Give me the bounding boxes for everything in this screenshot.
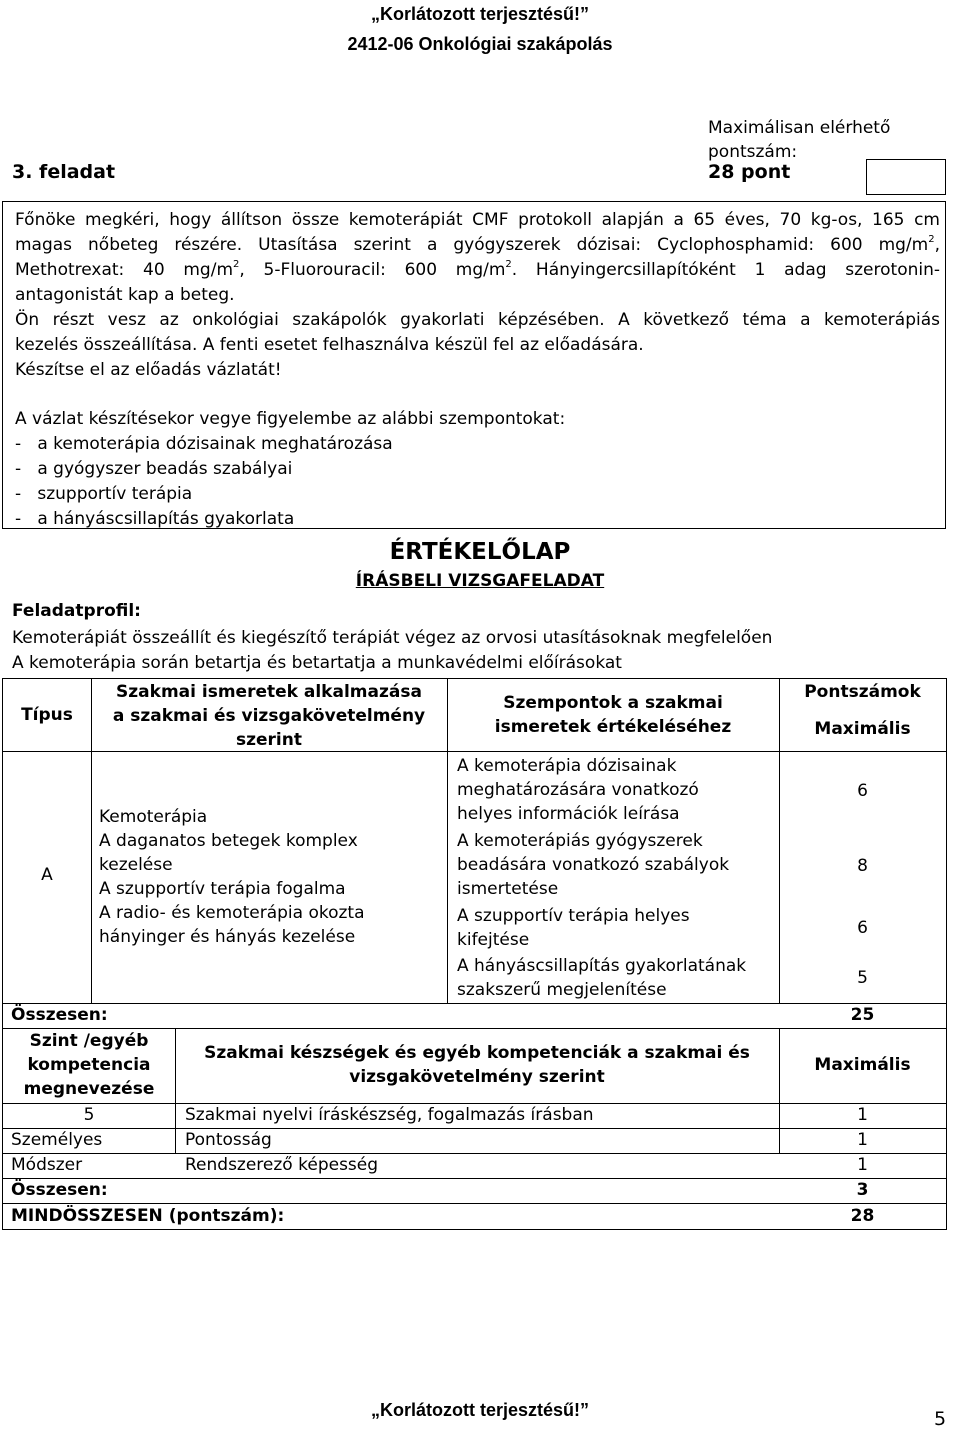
- criteria-cell: A szupportív terápia helyes kifejtése: [457, 906, 690, 950]
- criteria-cell: A hányáscsillapítás gyakorlatának szakszerű megjelenítése: [457, 956, 747, 1000]
- task-title: 3. feladat: [12, 161, 116, 183]
- criteria-item: - a kemoterápia dózisainak meghatározása: [15, 434, 393, 454]
- skill-desc: Rendszerező képesség: [185, 1155, 379, 1175]
- col-criteria-header: Szempontok a szakmai ismeretek értékeléséhez: [494, 693, 732, 737]
- col-points-header: Pontszámok: [804, 682, 921, 702]
- max-points-label: Maximálisan elérhető pontszám:: [708, 118, 891, 162]
- evaluation-table: [2, 678, 947, 1230]
- task-line-2: magas nőbeteg részére. Utasítása szerint a gyógyszerek dózisai: Cyclophosphamid: 600 $mg/m^2$,: [15, 234, 940, 255]
- skill-level: Személyes: [11, 1130, 103, 1150]
- criteria-points: 5: [857, 968, 868, 988]
- criteria-points: 6: [857, 781, 868, 801]
- task-line-6: kezelés összeállítása. A fenti esetet felhasználva készül fel az előadására.: [15, 335, 644, 355]
- skill-desc: Szakmai nyelvi íráskészség, fogalmazás írásban: [185, 1105, 594, 1125]
- skill-level: Módszer: [11, 1155, 83, 1175]
- task-description-box: [2, 201, 946, 529]
- col-type-header: Típus: [21, 705, 73, 725]
- col-skills-header: Szakmai készségek és egyéb kompetenciák a szakmai és vizsgakövetelmény szerint: [204, 1043, 750, 1087]
- knowledge-list: Kemoterápia A daganatos betegek komplex kezelése A szupportív terápia fogalma A radio- és kemoterápia okozta hányinger és hányás kezelése: [99, 807, 365, 947]
- skill-level: 5: [83, 1105, 95, 1125]
- criteria-points: 8: [857, 856, 868, 876]
- col-max-header: Maximális: [814, 719, 911, 739]
- skill-points: 1: [857, 1105, 868, 1125]
- header-restriction: „Korlátozott terjesztésű!”: [370, 4, 590, 24]
- col-knowledge-header: Szakmai ismeretek alkalmazása a szakmai és vizsgakövetelmény szerint: [112, 682, 426, 750]
- grand-total-label: MINDÖSSZESEN (pontszám):: [11, 1206, 285, 1226]
- criteria-cell: A kemoterápia dózisainak meghatározására vonatkozó helyes információk leírása: [457, 756, 699, 824]
- task-line-4: antagonistát kap a beteg.: [15, 285, 235, 305]
- subtotal-value: 25: [850, 1005, 875, 1025]
- task-line-1: Főnöke megkéri, hogy állítson össze kemoterápiát CMF protokoll alapján a 65 éves, 70 kg-os, 165 cm: [15, 210, 940, 230]
- task-line-5: Ön részt vesz az onkológiai szakápolók gyakorlati képzésében. A következő téma a kemoterápiás: [15, 310, 940, 330]
- type-value: A: [41, 865, 53, 885]
- score-entry-box[interactable]: [866, 159, 946, 195]
- skill-points: 1: [857, 1130, 868, 1150]
- col-max2-header: Maximális: [814, 1055, 911, 1075]
- criteria-item: - szupportív terápia: [15, 484, 193, 504]
- evaluation-subtitle: ÍRÁSBELI VIZSGAFELADAT: [355, 571, 605, 591]
- criteria-item: - a gyógyszer beadás szabályai: [15, 459, 293, 479]
- skill-points: 1: [857, 1155, 868, 1175]
- subtotal-label: Összesen:: [11, 1180, 108, 1200]
- page-number: 5: [934, 1408, 947, 1430]
- evaluation-title: ÉRTÉKELŐLAP: [389, 539, 571, 565]
- profile-line: A kemoterápia során betartja és betartatja a munkavédelmi előírásokat: [12, 653, 622, 673]
- header-doc-code: 2412-06 Onkológiai szakápolás: [347, 34, 613, 54]
- footer-restriction: „Korlátozott terjesztésű!”: [370, 1400, 590, 1420]
- criteria-intro: A vázlat készítésekor vegye figyelembe az alábbi szempontokat:: [15, 409, 566, 429]
- criteria-points: 6: [857, 918, 868, 938]
- subtotal-value: 3: [856, 1180, 869, 1200]
- task-max-points: 28 pont: [708, 161, 791, 183]
- skill-desc: Pontosság: [185, 1130, 272, 1150]
- subtotal-label: Összesen:: [11, 1005, 108, 1025]
- profile-line: Kemoterápiát összeállít és kiegészítő terápiát végez az orvosi utasításoknak megfelelően: [12, 628, 773, 648]
- profile-label: Feladatprofil:: [12, 601, 141, 621]
- task-line-7: Készítse el az előadás vázlatát!: [15, 360, 282, 380]
- criteria-cell: A kemoterápiás gyógyszerek beadására vonatkozó szabályok ismertetése: [457, 831, 730, 899]
- grand-total-value: 28: [850, 1206, 875, 1226]
- criteria-item: - a hányáscsillapítás gyakorlata: [15, 509, 295, 529]
- task-line-3: Methotrexat: 40 $mg/m^2$, 5-Fluorouracil: 600 $mg/m^2$. Hányingercsillapítóként 1 adag szerotonin-: [15, 259, 940, 280]
- col-level-header: Szint /egyéb kompetencia megnevezése: [23, 1031, 155, 1099]
